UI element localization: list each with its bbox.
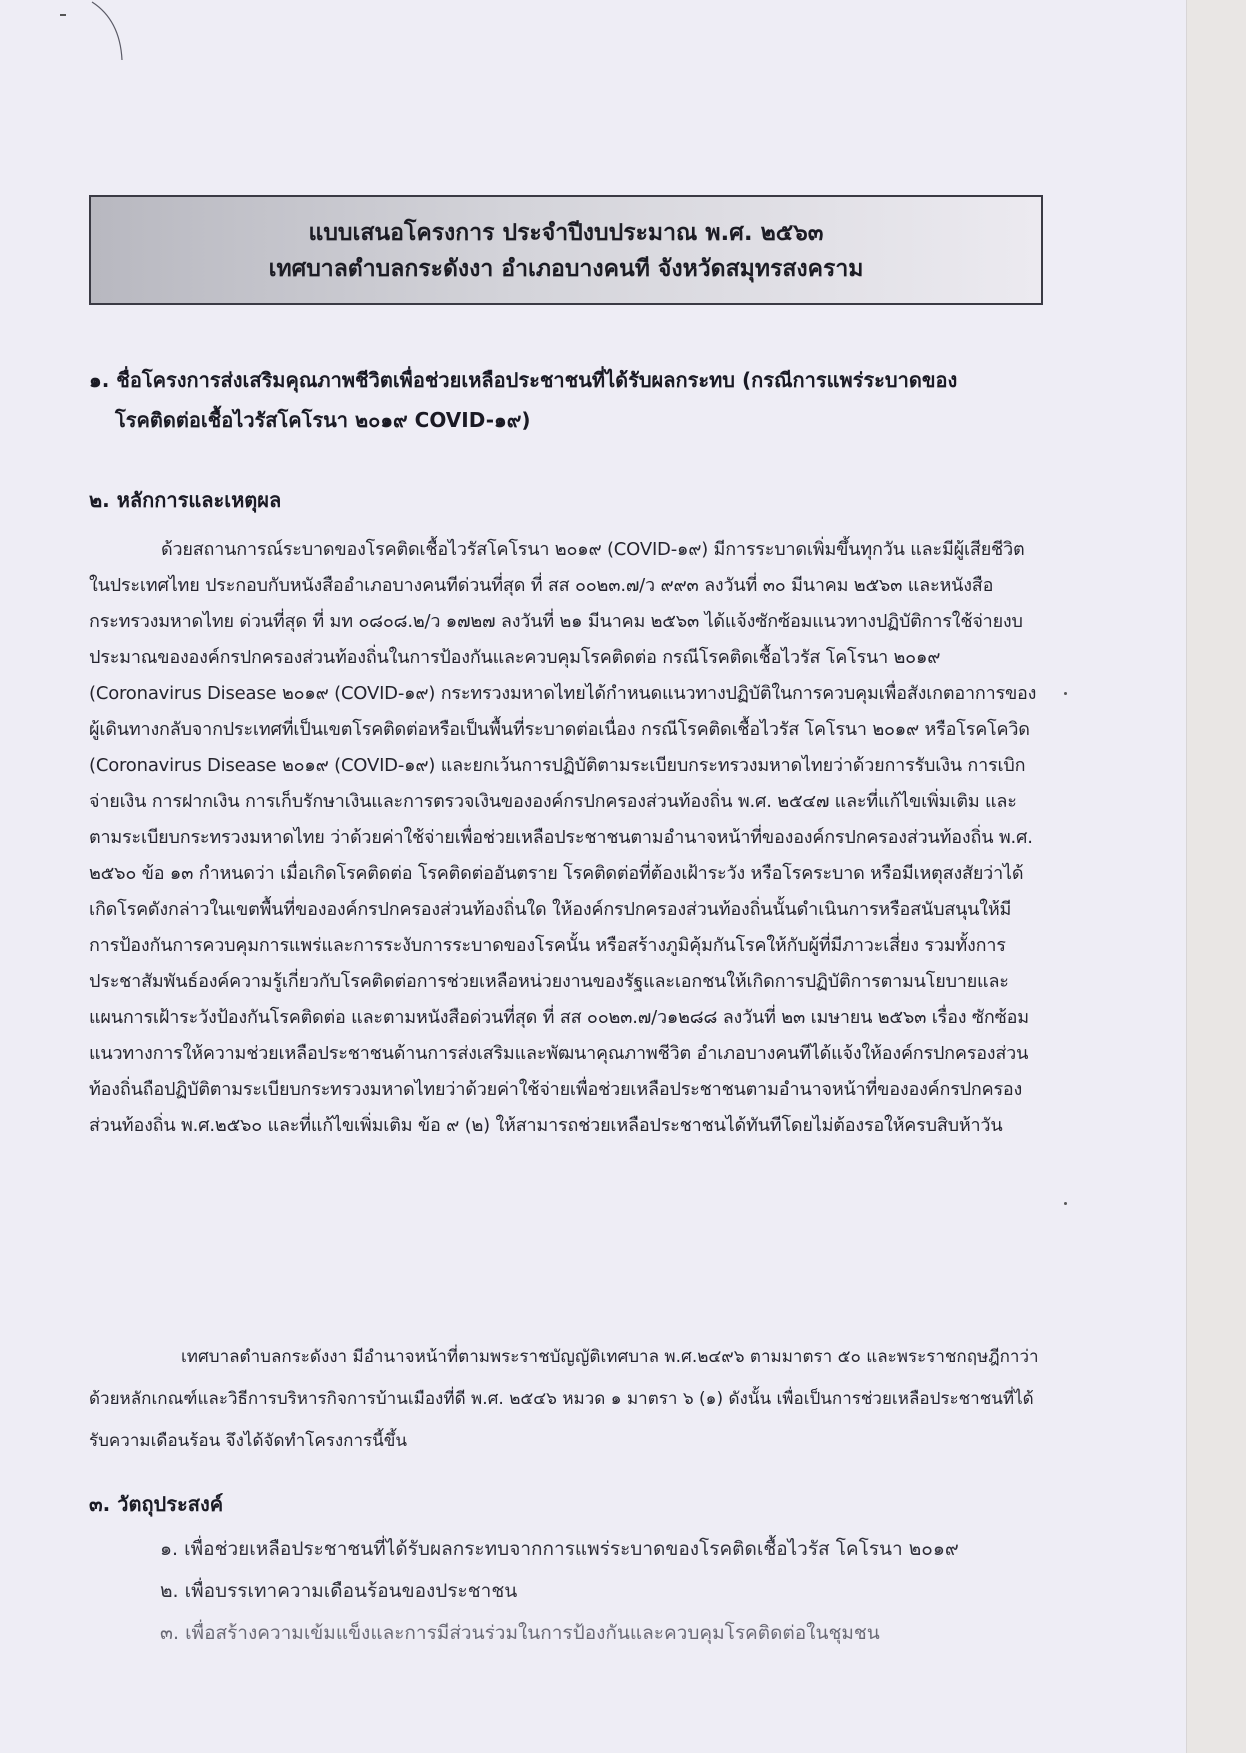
section-1-line-2: โรคติดต่อเชื้อไวรัสโคโรนา ๒๐๑๙ COVID-๑๙) <box>115 408 531 432</box>
scan-speck <box>1064 1202 1067 1205</box>
document-title-box <box>89 195 1043 305</box>
title-line-2: เทศบาลตำบลกระดังงา อำเภอบางคนที จังหวัดสมุทรสงคราม <box>268 256 864 282</box>
rationale-paragraph-2: เทศบาลตำบลกระดังงา มีอำนาจหน้าที่ตามพระราชบัญญัติเทศบาล พ.ศ.๒๔๙๖ ตามมาตรา ๕๐ และพระราชกฤษฎีกาว่าด้วยหลักเกณฑ์และวิธีการบริหารกิจการบ้านเมืองที่ดี พ.ศ. ๒๕๔๖ หมวด ๑ มาตรา ๖ (๑) ดังนั้น เพื่อเป็นการช่วยเหลือประชาชนที่ได้รับความเดือนร้อน จึงได้จัดทำโครงการนี้ขึ้น <box>89 1347 1039 1451</box>
rationale-paragraph-1: ด้วยสถานการณ์ระบาดของโรคติดเชื้อไวรัสโคโรนา ๒๐๑๙ (COVID-๑๙) มีการระบาดเพิ่มขึ้นทุกวัน และมีผู้เสียชีวิตในประเทศไทย ประกอบกับหนังสืออำเภอบางคนทีด่วนที่สุด ที่ สส ๐๐๒๓.๗/ว ๙๙๓ ลงวันที่ ๓๐ มีนาคม ๒๕๖๓ และหนังสือกระทรวงมหาดไทย ด่วนที่สุด ที่ มท ๐๘๐๘.๒/ว ๑๗๒๗ ลงวันที่ ๒๑ มีนาคม ๒๕๖๓ ได้แจ้งซักซ้อมแนวทางปฏิบัติการใช้จ่ายงบประมาณขององค์กรปกครองส่วนท้องถิ่นในการป้องกันและควบคุมโรคติดต่อ กรณีโรคติดเชื้อไวรัส โคโรนา ๒๐๑๙ (Coronavirus Disease ๒๐๑๙ (COVID-๑๙) กระทรวงมหาดไทยได้กำหนดแนวทางปฏิบัติในการควบคุมเพื่อสังเกตอาการของผู้เดินทางกลับจากประเทศที่เป็นเขตโรคติดต่อหรือเป็นพื้นที่ระบาดต่อเนื่อง กรณีโรคติดเชื้อไวรัส โคโรนา ๒๐๑๙ หรือโรคโควิด (Coronavirus Disease ๒๐๑๙ (COVID-๑๙) และยกเว้นการปฏิบัติตามระเบียบกระทรวงมหาดไทยว่าด้วยการรับเงิน การเบิกจ่ายเงิน การฝากเงิน การเก็บรักษาเงินและการตรวจเงินขององค์กรปกครองส่วนท้องถิ่น พ.ศ. ๒๕๔๗ และที่แก้ไขเพิ่มเติม และตามระเบียบกระทรวงมหาดไทย ว่าด้วยค่าใช้จ่ายเพื่อช่วยเหลือประชาชนตามอำนาจหน้าที่ขององค์กรปกครองส่วนท้องถิ่น พ.ศ. ๒๕๖๐ ข้อ ๑๓ กำหนดว่า เมื่อเกิดโรคติดต่อ โรคติดต่ออันตราย โรคติดต่อที่ต้องเฝ้าระวัง หรือโรคระบาด หรือมีเหตุสงสัยว่าได้เกิดโรคดังกล่าวในเขตพื้นที่ขององค์กรปกครองส่วนท้องถิ่นใด ให้องค์กรปกครองส่วนท้องถิ่นนั้นดำเนินการหรือสนับสนุนให้มีการป้องกันการควบคุมการแพร่และการระงับการระบาดของโรคนั้น หรือสร้างภูมิคุ้มกันโรคให้กับผู้ที่มีภาวะเสี่ยง รวมทั้งการประชาสัมพันธ์องค์ความรู้เกี่ยวกับโรคติดต่อการช่วยเหลือหน่วยงานของรัฐและเอกชนให้เกิดการปฏิบัติการตามนโยบายและแผนการเฝ้าระวังป้องกันโรคติดต่อ และตามหนังสือด่วนที่สุด ที่ สส ๐๐๒๓.๗/ว๑๒๘๘ ลงวันที่ ๒๓ เมษายน ๒๕๖๓ เรื่อง ซักซ้อมแนวทางการให้ความช่วยเหลือประชาชนด้านการส่งเสริมและพัฒนาคุณภาพชีวิต อำเภอบางคนทีได้แจ้งให้องค์กรปกครองส่วนท้องถิ่นถือปฏิบัติตามระเบียบกระทรวงมหาดไทยว่าด้วยค่าใช้จ่ายเพื่อช่วยเหลือประชาชนตามอำนาจหน้าที่ขององค์กรปกครองส่วนท้องถิ่น พ.ศ.๒๕๖๐ และที่แก้ไขเพิ่มเติม ข้อ ๙ (๒) ให้สามารถช่วยเหลือประชาชนได้ทันทีโดยไม่ต้องรอให้ครบสิบห้าวัน <box>89 539 1037 1136</box>
objective-item-2: ๒. เพื่อบรรเทาความเดือนร้อนของประชาชน <box>160 1580 518 1602</box>
section-2-heading: ๒. หลักการและเหตุผล <box>89 488 282 512</box>
section-1-heading <box>89 360 1039 440</box>
title-line-1: แบบเสนอโครงการ ประจำปีงบประมาณ พ.ศ. ๒๕๖๓ <box>308 220 824 246</box>
page-corner-mark <box>0 0 140 90</box>
scan-tick-mark <box>60 14 66 16</box>
section-1-line-1: ๑. ชื่อโครงการส่งเสริมคุณภาพชีวิตเพื่อช่วยเหลือประชาชนที่ได้รับผลกระทบ (กรณีการแพร่ระบาดของ <box>89 368 958 392</box>
objective-item-1: ๑. เพื่อช่วยเหลือประชาชนที่ได้รับผลกระทบจากการแพร่ระบาดของโรคติดเชื้อไวรัส โคโรนา ๒๐๑๙ <box>160 1538 959 1560</box>
scan-speck <box>1064 692 1067 695</box>
objectives-list <box>160 1528 959 1654</box>
objective-item-3: ๓. เพื่อสร้างความเข้มแข็งและการมีส่วนร่วมในการป้องกันและควบคุมโรคติดต่อในชุมชน <box>160 1622 880 1644</box>
section-3-heading: ๓. วัตถุประสงค์ <box>89 1492 224 1516</box>
scan-page-edge <box>1186 0 1246 1753</box>
